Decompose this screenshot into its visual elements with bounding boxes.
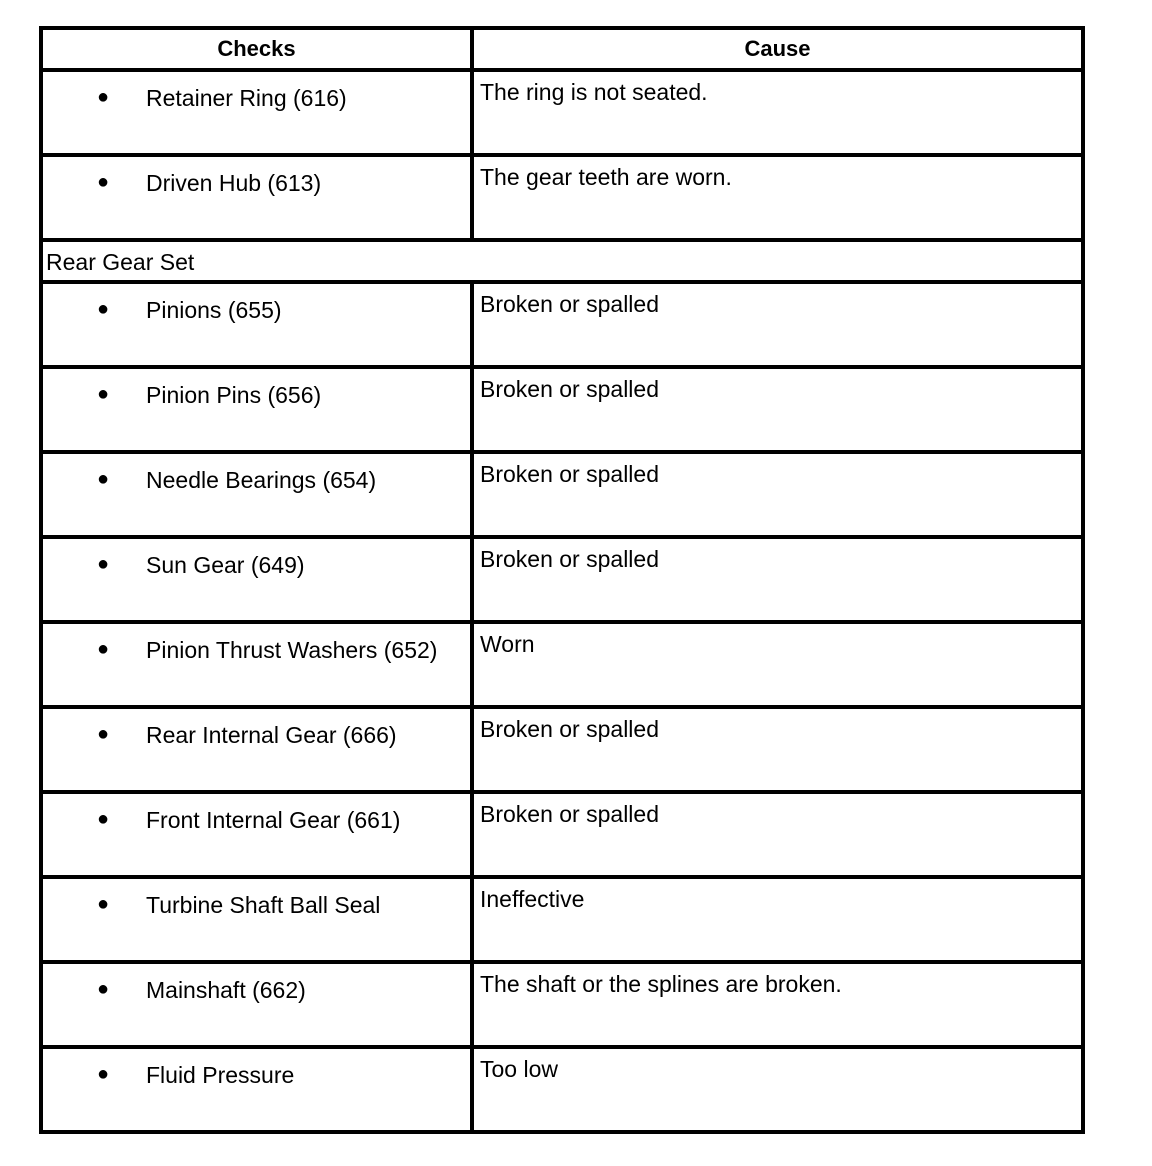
bullet-icon: ● (97, 298, 110, 320)
cause-text: Broken or spalled (480, 546, 659, 572)
cause-text: Broken or spalled (480, 801, 659, 827)
check-cell (41, 707, 472, 792)
column-header-cause: Cause (472, 28, 1083, 70)
table-row (41, 877, 1083, 962)
cause-cell (472, 155, 1083, 240)
bullet-icon: ● (97, 638, 110, 660)
check-cell (41, 155, 472, 240)
cause-text: Broken or spalled (480, 376, 659, 402)
check-cell (41, 282, 472, 367)
cause-cell (472, 707, 1083, 792)
cause-text: Broken or spalled (480, 291, 659, 317)
check-label: Retainer Ring (616) (146, 85, 347, 111)
bullet-icon: ● (97, 171, 110, 193)
checks-cause-table (39, 26, 1085, 1134)
check-label: Pinion Pins (656) (146, 382, 322, 408)
cause-text: The shaft or the splines are broken. (480, 971, 842, 997)
check-label: Pinion Thrust Washers (652) (146, 637, 438, 663)
cause-text: Broken or spalled (480, 461, 659, 487)
check-label: Driven Hub (613) (146, 170, 322, 196)
bullet-icon: ● (97, 468, 110, 490)
bullet-icon: ● (97, 1063, 110, 1085)
cause-cell (472, 537, 1083, 622)
check-cell (41, 962, 472, 1047)
table-row (41, 537, 1083, 622)
bullet-icon: ● (97, 978, 110, 1000)
cause-cell (472, 452, 1083, 537)
bullet-icon: ● (97, 723, 110, 745)
cause-text: The gear teeth are worn. (480, 164, 732, 190)
cause-cell (472, 1047, 1083, 1132)
check-label: Fluid Pressure (146, 1062, 295, 1088)
bullet-icon: ● (97, 86, 110, 108)
table-row (41, 155, 1083, 240)
table-row (41, 962, 1083, 1047)
bullet-icon: ● (97, 383, 110, 405)
check-cell (41, 537, 472, 622)
table-row (41, 452, 1083, 537)
cause-cell (472, 622, 1083, 707)
check-cell (41, 792, 472, 877)
check-label: Sun Gear (649) (146, 552, 305, 578)
cause-cell (472, 282, 1083, 367)
cause-cell (472, 962, 1083, 1047)
check-cell (41, 367, 472, 452)
check-label: Mainshaft (662) (146, 977, 306, 1003)
bullet-icon: ● (97, 553, 110, 575)
cause-cell (472, 877, 1083, 962)
check-label: Front Internal Gear (661) (146, 807, 401, 833)
cause-text: Too low (480, 1056, 558, 1082)
table-row (41, 707, 1083, 792)
check-label: Pinions (655) (146, 297, 282, 323)
bullet-icon: ● (97, 893, 110, 915)
table-header-row (41, 28, 1083, 70)
check-label: Rear Internal Gear (666) (146, 722, 397, 748)
check-cell (41, 877, 472, 962)
check-cell (41, 452, 472, 537)
cause-text: Ineffective (480, 886, 585, 912)
check-cell (41, 70, 472, 155)
check-label: Turbine Shaft Ball Seal (146, 892, 381, 918)
cause-cell (472, 367, 1083, 452)
check-cell (41, 622, 472, 707)
cause-cell (472, 70, 1083, 155)
check-cell (41, 1047, 472, 1132)
section-header-row (41, 240, 1083, 282)
cause-cell (472, 792, 1083, 877)
check-label: Needle Bearings (654) (146, 467, 377, 493)
column-header-checks: Checks (41, 28, 472, 70)
cause-text: Broken or spalled (480, 716, 659, 742)
table-row (41, 70, 1083, 155)
table-row (41, 367, 1083, 452)
section-title: Rear Gear Set (41, 240, 1083, 282)
table-row (41, 1047, 1083, 1132)
cause-text: Worn (480, 631, 535, 657)
table-row (41, 622, 1083, 707)
bullet-icon: ● (97, 808, 110, 830)
table-row (41, 282, 1083, 367)
table-row (41, 792, 1083, 877)
cause-text: The ring is not seated. (480, 79, 708, 105)
